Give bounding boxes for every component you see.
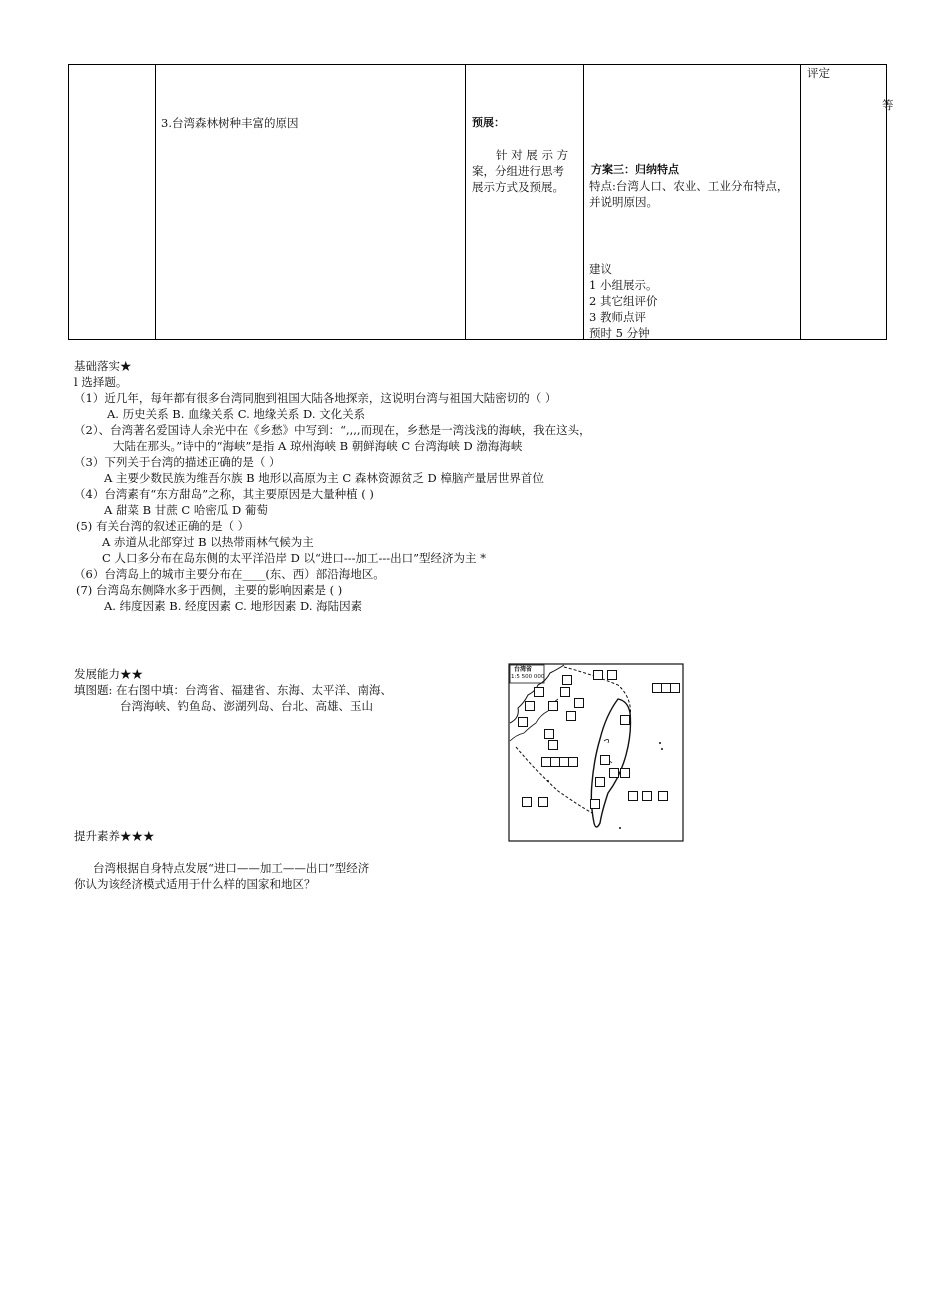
answer-box[interactable] <box>620 768 630 778</box>
answer-box[interactable] <box>560 687 570 697</box>
question-line: （1）近几年，每年都有很多台湾同胞到祖国大陆各地探亲，这说明台湾与祖国大陆密切的（ ） <box>74 391 557 405</box>
preview-line: 针 对 展 示 方 <box>496 148 569 162</box>
suggestion-line: 3 教师点评 <box>589 310 646 324</box>
answer-box[interactable] <box>568 757 578 767</box>
basic-heading: 基础落实★ <box>74 359 132 373</box>
improve-heading: 提升素养★★★ <box>74 829 155 843</box>
suggestion-line: 2 其它组评价 <box>589 294 658 308</box>
answer-box[interactable] <box>658 791 668 801</box>
answer-box[interactable] <box>538 797 548 807</box>
lesson-table <box>68 64 887 340</box>
question-line: （3）下列关于台湾的描述正确的是（ ） <box>74 455 281 469</box>
suggestion-line: 预时 5 分钟 <box>589 326 650 340</box>
develop-line: 台湾海峡、钓鱼岛、澎湖列岛、台北、高雄、玉山 <box>120 699 373 713</box>
map-title: 台湾省 <box>514 666 533 673</box>
question-options: A 主要少数民族为维吾尔族 B 地形以高原为主 C 森林资源贫乏 D 樟脑产量居世界首位 <box>104 471 544 485</box>
question-line: （4）台湾素有“东方甜岛”之称，其主要原因是大量种植 ( ) <box>74 487 374 501</box>
table-divider <box>465 65 466 339</box>
plan-three-title: 方案三：归纳特点 <box>591 163 679 176</box>
answer-box[interactable] <box>620 715 630 725</box>
improve-line: 你认为该经济模式适用于什么样的国家和地区？ <box>74 877 316 891</box>
suggestion-list <box>589 261 657 341</box>
question-options: C 人口多分布在岛东侧的太平洋沿岸 D 以“进口---加工---出口”型经济为主 * <box>102 551 486 565</box>
taiwan-map <box>508 663 684 843</box>
plan-line: 特点:台湾人口、农业、工业分布特点， <box>589 179 789 193</box>
answer-box[interactable] <box>574 698 584 708</box>
question-line: 大陆在那头。”诗中的“海峡”是指 A 琼州海峡 B 朝鲜海峡 C 台湾海峡 D 渤海海峡 <box>113 439 523 453</box>
answer-box[interactable] <box>628 791 638 801</box>
table-divider <box>800 65 801 339</box>
preview-line: 展示方式及预展。 <box>472 180 564 194</box>
question-line: (5) 有关台湾的叙述正确的是（ ） <box>76 519 250 533</box>
develop-heading: 发展能力★★ <box>74 667 143 681</box>
answer-box[interactable] <box>590 799 600 809</box>
evaluation-level: 等 <box>882 98 894 112</box>
table-divider <box>583 65 584 339</box>
basic-sub: l 选择题。 <box>74 375 128 389</box>
answer-box[interactable] <box>534 687 544 697</box>
question-line: （2）、台湾著名爱国诗人余光中在《乡愁》中写到：“,,,,而现在，乡愁是一湾浅浅的海峡，我在这头， <box>74 423 591 437</box>
answer-box[interactable] <box>525 701 535 711</box>
table-cell-topic: 3.台湾森林树种丰富的原因 <box>161 116 299 130</box>
answer-box[interactable] <box>518 717 528 727</box>
question-line: (7) 台湾岛东侧降水多于西侧，主要的影响因素是 ( ) <box>76 583 343 597</box>
answer-box[interactable] <box>670 683 680 693</box>
suggestion-line: 1 小组展示。 <box>589 278 658 292</box>
answer-box[interactable] <box>642 791 652 801</box>
map-scale: 1:5 500 000 <box>511 674 545 680</box>
question-options: A. 历史关系 B. 血缘关系 C. 地缘关系 D. 文化关系 <box>107 407 366 421</box>
answer-box[interactable] <box>548 740 558 750</box>
preview-title: 预展： <box>472 116 505 129</box>
answer-box[interactable] <box>607 670 617 680</box>
answer-box[interactable] <box>562 675 572 685</box>
plan-line: 并说明原因。 <box>589 195 658 209</box>
answer-box[interactable] <box>522 797 532 807</box>
evaluation-label: 评定 <box>807 66 830 80</box>
answer-box[interactable] <box>548 701 558 711</box>
suggestion-line: 建议 <box>589 262 612 276</box>
answer-box[interactable] <box>609 768 619 778</box>
answer-box[interactable] <box>593 670 603 680</box>
question-options: A 赤道从北部穿过 B 以热带雨林气候为主 <box>102 535 314 549</box>
answer-box[interactable] <box>544 729 554 739</box>
develop-line: 填图题: 在右图中填：台湾省、福建省、东海、太平洋、南海、 <box>74 683 393 697</box>
answer-box[interactable] <box>566 711 576 721</box>
preview-body <box>472 147 580 195</box>
answer-box[interactable] <box>595 777 605 787</box>
table-divider <box>155 65 156 339</box>
plan-three-body <box>589 178 788 210</box>
question-options: A 甜菜 B 甘蔗 C 哈密瓜 D 葡萄 <box>104 503 268 517</box>
question-options: A. 纬度因素 B. 经度因素 C. 地形因素 D. 海陆因素 <box>104 599 363 613</box>
question-line: （6）台湾岛上的城市主要分布在____(东、西）部沿海地区。 <box>74 567 385 581</box>
improve-line: 台湾根据自身特点发展“进口——加工——出口”型经济 <box>93 861 370 875</box>
answer-box[interactable] <box>600 755 610 765</box>
preview-line: 案，分组进行思考 <box>472 164 564 178</box>
